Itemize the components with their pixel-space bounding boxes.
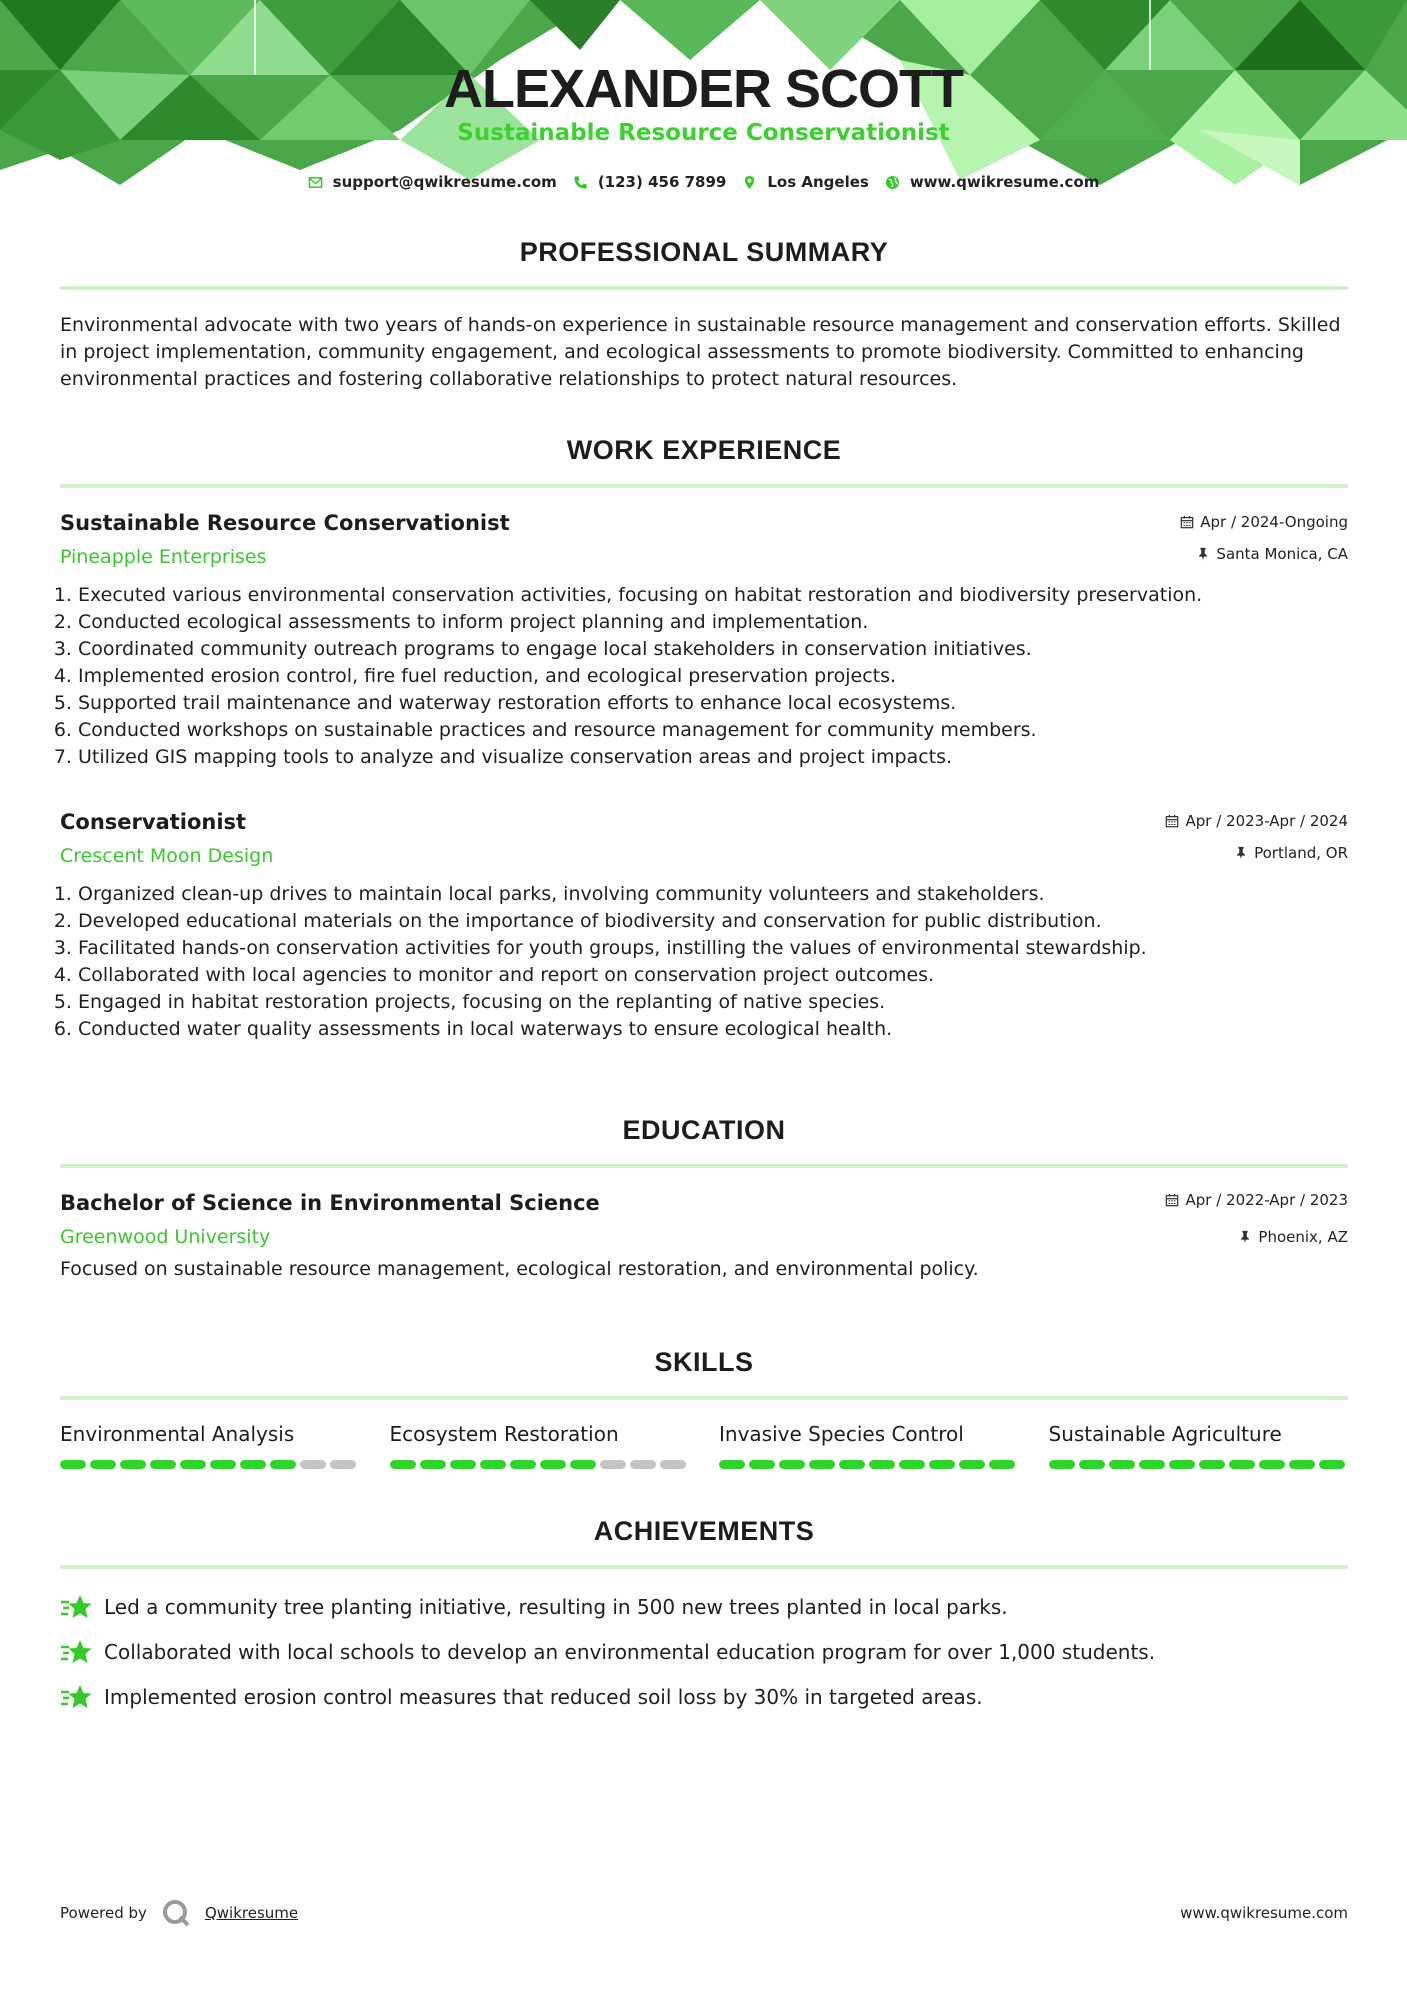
skill-level-bar [60,1460,360,1469]
list-item: 7. Utilized GIS mapping tools to analyze and visualize conservation areas and project impacts. [78,744,1348,771]
section-divider [60,1565,1348,1569]
achievement-text: Led a community tree planting initiative, resulting in 500 new trees planted in local parks. [104,1595,1008,1619]
achievement-item [60,1638,1348,1666]
skill-segment-filled [1109,1460,1135,1469]
contact-bar [0,173,1407,191]
education-description: Focused on sustainable resource management, ecological restoration, and environmental policy. [60,1258,979,1280]
education-entry [60,1191,1348,1280]
section-divider [60,1396,1348,1400]
skill-segment-filled [270,1460,296,1469]
skill-segment-filled [210,1460,236,1469]
company-name: Crescent Moon Design [60,845,274,867]
skill-segment-filled [510,1460,536,1469]
job-dates-text: Apr / 2024-Ongoing [1200,513,1348,531]
skills-section [60,1347,1348,1469]
list-item: 4. Collaborated with local agencies to monitor and report on conservation project outcomes. [78,962,1348,989]
skill-segment-filled [60,1460,86,1469]
achievement-item [60,1593,1348,1621]
calendar-icon [1180,515,1194,529]
job-title: Sustainable Resource Conservationist [60,511,510,535]
education-section [60,1115,1348,1280]
contact-location-text: Los Angeles [767,173,869,191]
achievements-heading: ACHIEVEMENTS [593,1516,815,1546]
skill-segment-empty [600,1460,626,1469]
skill-segment-filled [540,1460,566,1469]
skills-row [60,1422,1348,1469]
job-dates [1180,513,1348,531]
qwikresume-link[interactable]: Qwikresume [204,1904,299,1922]
skills-heading: SKILLS [654,1347,754,1377]
list-item: 1. Executed various environmental conservation activities, focusing on habitat restoration and biodiversity preservation. [78,582,1348,609]
list-item: 1. Organized clean-up drives to maintain local parks, involving community volunteers and stakeholders. [78,881,1348,908]
contact-phone[interactable] [573,173,727,191]
achievement-text: Implemented erosion control measures that reduced soil loss by 30% in targeted areas. [104,1685,983,1709]
powered-by-label: Powered by [60,1904,147,1922]
list-item: 2. Conducted ecological assessments to inform project planning and implementation. [78,609,1348,636]
job-location [1234,844,1348,862]
pushpin-icon [1196,547,1210,561]
job-entry [60,511,1348,771]
skill-segment-empty [330,1460,356,1469]
achievement-item [60,1683,1348,1711]
skill-segment-filled [929,1460,955,1469]
skill-segment-filled [570,1460,596,1469]
education-heading: EDUCATION [622,1115,786,1145]
skill-segment-filled [899,1460,925,1469]
page-footer [60,1898,1348,1928]
list-item: 5. Engaged in habitat restoration projects, focusing on the replanting of native species. [78,989,1348,1016]
job-dates [1165,812,1348,830]
skill-name: Invasive Species Control [719,1422,964,1446]
skill-segment-filled [1199,1460,1225,1469]
achievements-list [60,1593,1348,1711]
company-name: Pineapple Enterprises [60,546,267,568]
powered-by [60,1898,298,1928]
job-location [1196,545,1348,563]
skill-name: Ecosystem Restoration [389,1422,619,1446]
contact-website-text: www.qwikresume.com [909,173,1100,191]
skill-segment-filled [779,1460,805,1469]
candidate-name: ALEXANDER SCOTT [443,59,963,119]
skill-segment-filled [390,1460,416,1469]
skill-segment-filled [1079,1460,1105,1469]
calendar-icon [1165,1193,1179,1207]
education-location-text: Phoenix, AZ [1258,1228,1348,1246]
contact-website[interactable] [885,173,1100,191]
skill-level-bar [719,1460,1019,1469]
education-dates-text: Apr / 2022-Apr / 2023 [1185,1191,1348,1209]
skill-segment-filled [120,1460,146,1469]
duties-list [60,582,1348,771]
star-icon [60,1683,92,1711]
duties-list [60,881,1348,1043]
skill-item [390,1422,690,1469]
summary-section [60,237,1348,393]
experience-heading: WORK EXPERIENCE [566,435,842,465]
section-divider [60,286,1348,290]
skill-segment-filled [450,1460,476,1469]
skill-segment-empty [630,1460,656,1469]
skill-segment-filled [240,1460,266,1469]
list-item: 4. Implemented erosion control, fire fuel reduction, and ecological preservation projects. [78,663,1348,690]
skill-item [60,1422,360,1469]
achievement-text: Collaborated with local schools to develop an environmental education program for over 1,000 students. [104,1640,1156,1664]
skill-segment-filled [749,1460,775,1469]
experience-section [60,435,1348,1043]
skill-segment-filled [869,1460,895,1469]
education-location [1238,1228,1348,1246]
skill-segment-filled [839,1460,865,1469]
pushpin-icon [1238,1230,1252,1244]
contact-location [742,173,868,191]
skill-segment-empty [660,1460,686,1469]
pushpin-icon [1234,846,1248,860]
list-item: 2. Developed educational materials on the importance of biodiversity and conservation for public distribution. [78,908,1348,935]
skill-segment-filled [180,1460,206,1469]
education-dates [1165,1191,1348,1209]
candidate-title: Sustainable Resource Conservationist [457,120,950,146]
contact-email[interactable] [308,173,557,191]
list-item: 3. Facilitated hands-on conservation activities for youth groups, instilling the values of environmental stewardship. [78,935,1348,962]
skill-item [1049,1422,1349,1469]
calendar-icon [1165,814,1179,828]
skill-segment-filled [1259,1460,1285,1469]
skill-segment-filled [989,1460,1015,1469]
summary-heading: PROFESSIONAL SUMMARY [519,237,889,267]
contact-phone-text: (123) 456 7899 [597,173,727,191]
skill-segment-empty [300,1460,326,1469]
skill-segment-filled [1049,1460,1075,1469]
achievements-section [60,1516,1348,1728]
skill-segment-filled [1289,1460,1315,1469]
contact-email-text: support@qwikresume.com [332,173,557,191]
skill-segment-filled [809,1460,835,1469]
job-location-text: Portland, OR [1254,844,1348,862]
summary-text: Environmental advocate with two years of hands-on experience in sustainable resource management and conservation efforts. Skilled in project implementation, community engagement, and ecological assessments to promote biodiversity. Committed to enhancing environmental practices and fostering collaborative relationships to protect natural resources. [60,314,1341,390]
skill-name: Environmental Analysis [60,1422,295,1446]
envelope-icon [308,175,323,190]
section-divider [60,1164,1348,1168]
skill-segment-filled [480,1460,506,1469]
skill-level-bar [390,1460,690,1469]
skill-segment-filled [1229,1460,1255,1469]
school-name: Greenwood University [60,1226,271,1248]
skill-name: Sustainable Agriculture [1048,1422,1282,1446]
skill-segment-filled [420,1460,446,1469]
skill-level-bar [1049,1460,1349,1469]
skill-segment-filled [1139,1460,1165,1469]
footer-website[interactable]: www.qwikresume.com [1180,1904,1348,1922]
star-icon [60,1593,92,1621]
skill-segment-filled [150,1460,176,1469]
star-icon [60,1638,92,1666]
phone-icon [573,175,588,190]
list-item: 3. Coordinated community outreach programs to engage local stakeholders in conservation initiatives. [78,636,1348,663]
location-pin-icon [742,175,757,190]
job-title: Conservationist [60,810,247,834]
list-item: 6. Conducted water quality assessments in local waterways to ensure ecological health. [78,1016,1348,1043]
globe-icon [885,175,900,190]
skill-segment-filled [1169,1460,1195,1469]
skill-segment-filled [1319,1460,1345,1469]
skill-segment-filled [719,1460,745,1469]
skill-item [719,1422,1019,1469]
degree-title: Bachelor of Science in Environmental Science [60,1191,600,1215]
list-item: 6. Conducted workshops on sustainable practices and resource management for community members. [78,717,1348,744]
job-entry [60,810,1348,1043]
skill-segment-filled [959,1460,985,1469]
job-location-text: Santa Monica, CA [1216,545,1348,563]
job-dates-text: Apr / 2023-Apr / 2024 [1185,812,1348,830]
skill-segment-filled [90,1460,116,1469]
section-divider [60,484,1348,488]
list-item: 5. Supported trail maintenance and waterway restoration efforts to enhance local ecosystems. [78,690,1348,717]
qwikresume-logo-icon [161,1898,191,1928]
